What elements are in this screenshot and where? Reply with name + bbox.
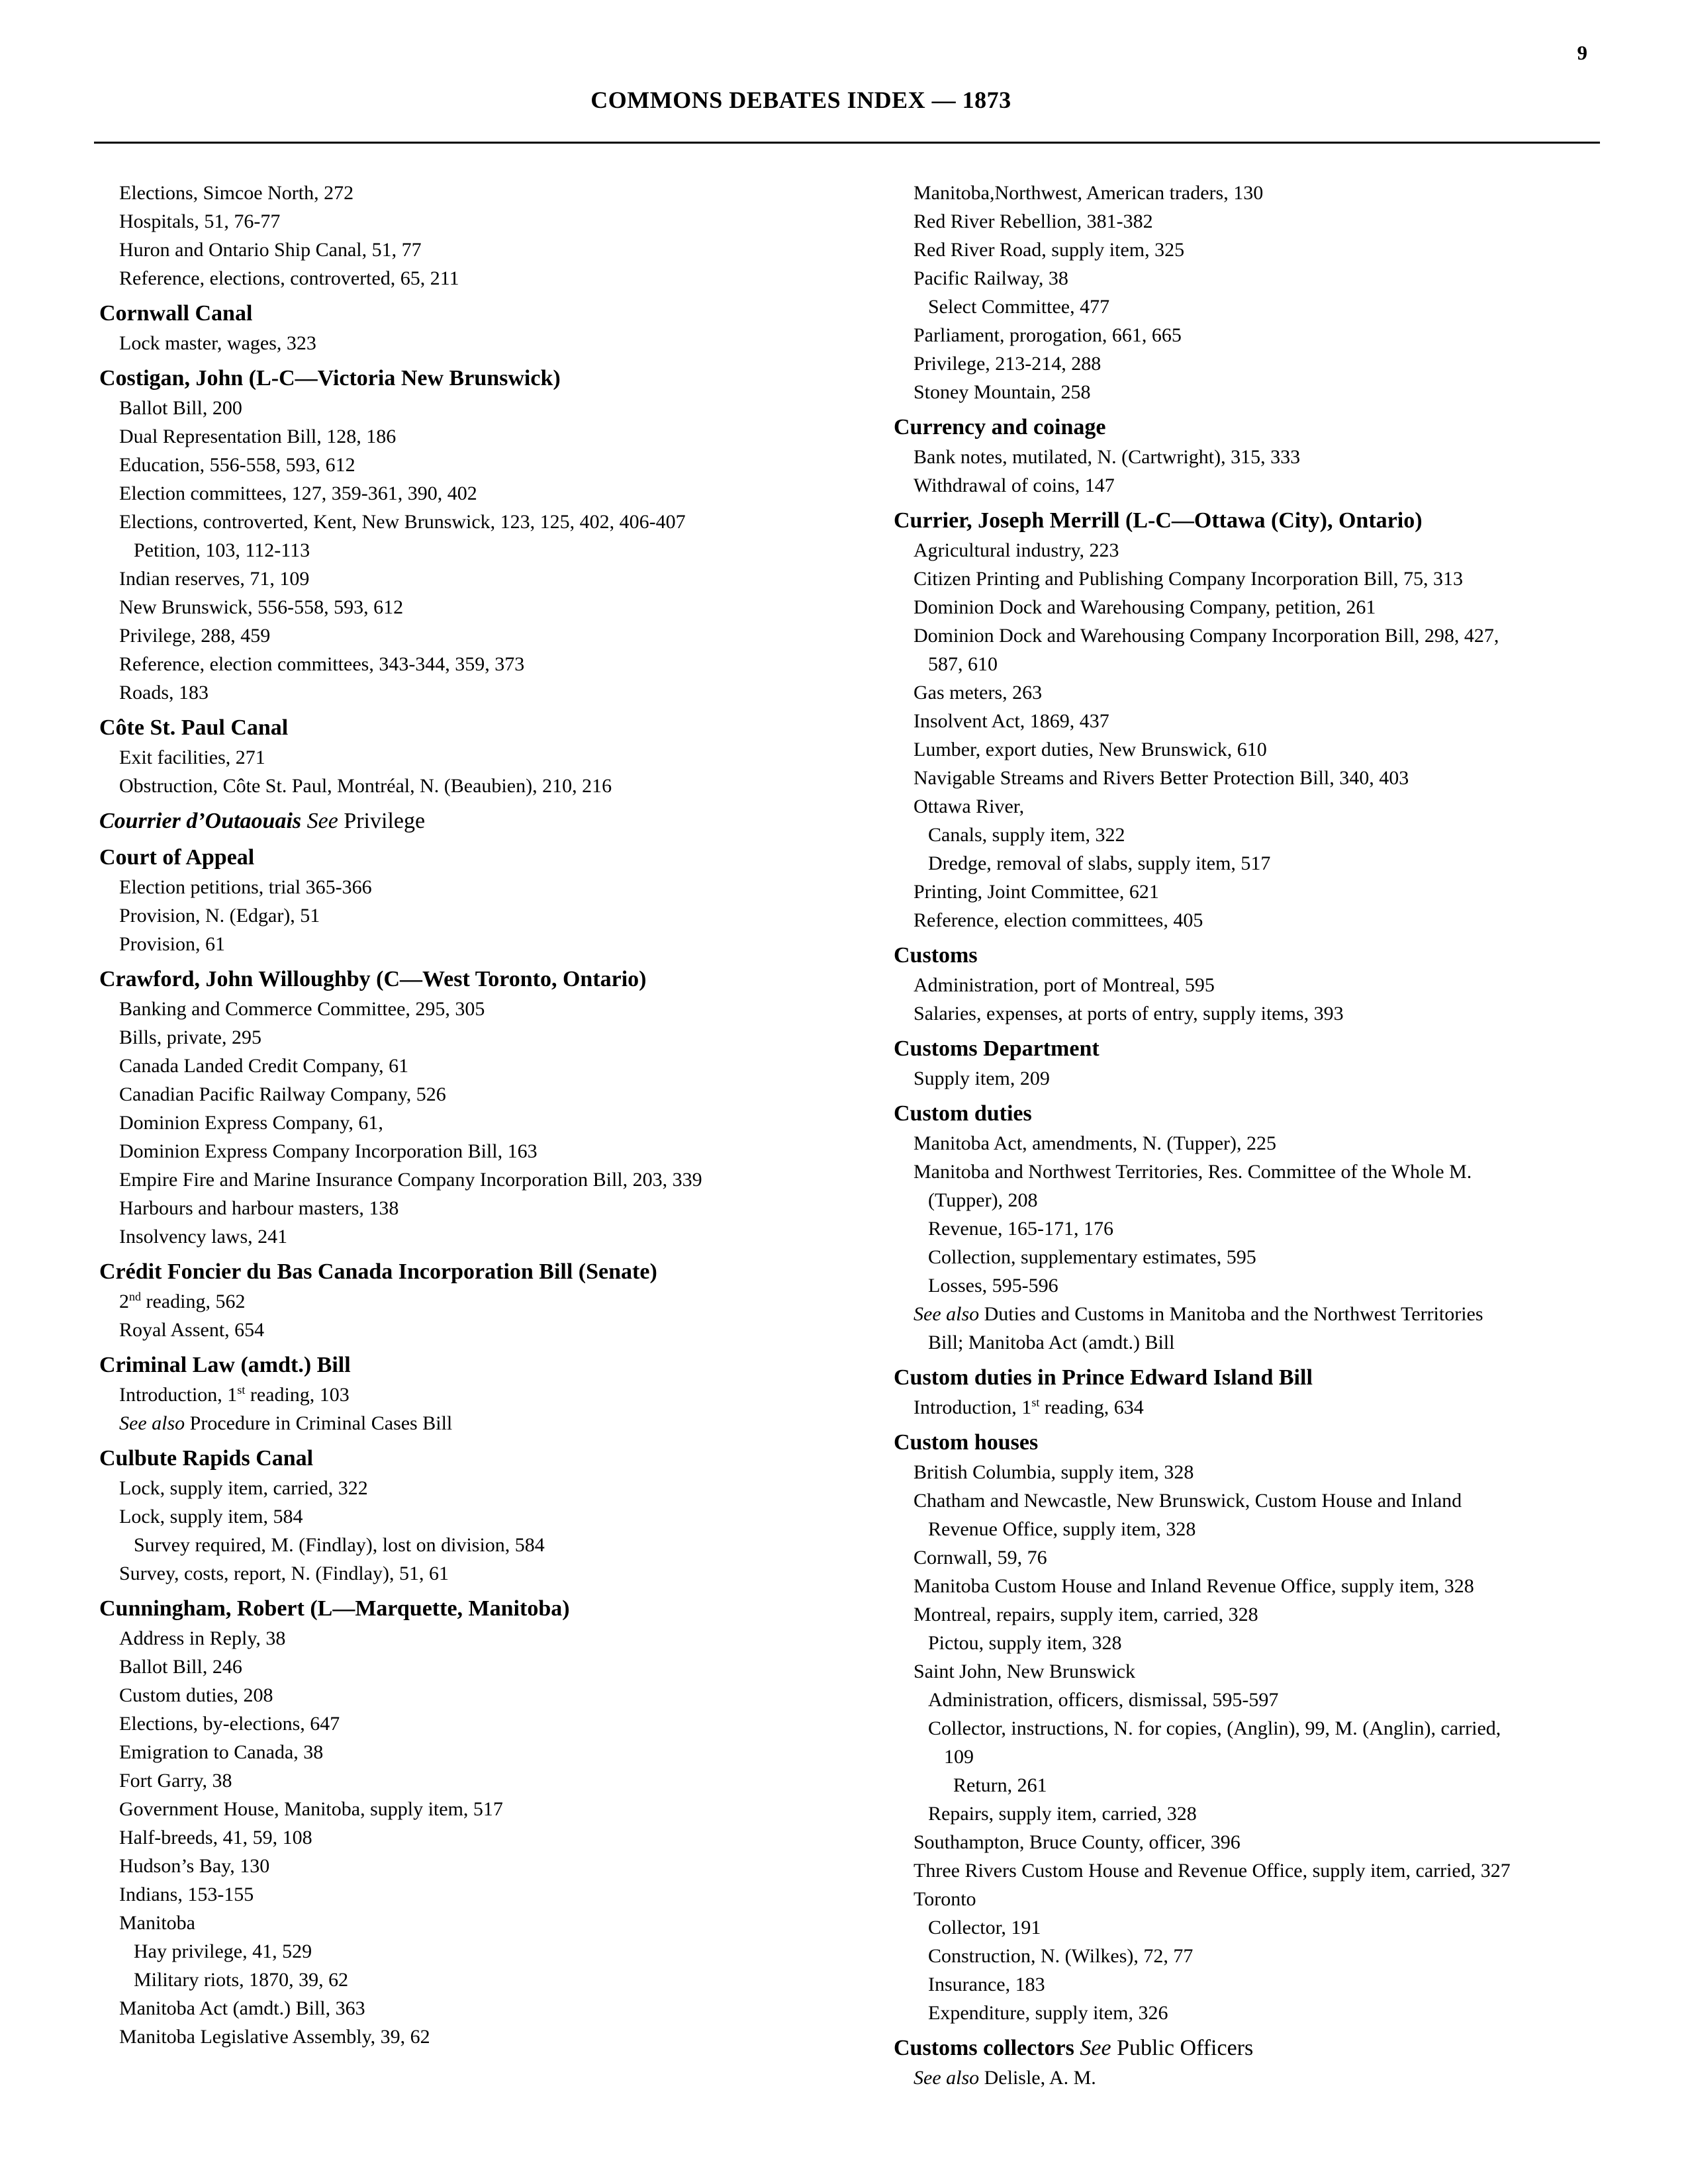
see-also-entry (894, 2064, 1648, 2092)
index-heading (894, 1033, 1648, 1064)
index-subentry-line: Salaries, expenses, at ports of entry, supply items, 393 (914, 1003, 1344, 1024)
see-also-entry (99, 1409, 854, 1437)
see-also-target: Procedure in Criminal Cases Bill (189, 1412, 453, 1434)
index-subentry-line: Exit facilities, 271 (119, 747, 265, 768)
index-subentry (894, 1999, 1648, 2027)
index-subentry (99, 1653, 854, 1681)
index-subentry-line: Ottawa River, (914, 796, 1025, 817)
index-subentry (894, 849, 1648, 878)
heading-text: Courrier d’Outaouais (99, 809, 302, 833)
index-subentry-line: Stoney Mountain, 258 (914, 381, 1091, 403)
index-subentry-line: Construction, N. (Wilkes), 72, 77 (928, 1945, 1194, 1967)
index-heading (99, 712, 854, 743)
heading-text: Customs Department (894, 1036, 1100, 1061)
heading-text: Customs (894, 943, 978, 968)
heading-text: Crédit Foncier du Bas Canada Incorporation Bill (Senate) (99, 1259, 657, 1284)
index-subentry-line: Manitoba,Northwest, American traders, 130 (914, 182, 1264, 204)
index-subentry (894, 1771, 1648, 1799)
index-subentry-line: Election committees, 127, 359-361, 390, 402 (119, 482, 477, 504)
index-heading (99, 842, 854, 873)
index-heading-line (894, 1362, 1648, 1393)
index-subentry-line: Half-breeds, 41, 59, 108 (119, 1827, 312, 1848)
index-subentry-line: Expenditure, supply item, 326 (928, 2002, 1168, 2024)
index-subentry-line: Harbours and harbour masters, 138 (119, 1197, 399, 1219)
index-subentry-line: Education, 556-558, 593, 612 (119, 454, 355, 476)
index-subentry (894, 1243, 1648, 1271)
header-rule (94, 142, 1600, 144)
index-subentry-line: Elections, Simcoe North, 272 (119, 182, 354, 204)
index-heading (894, 940, 1648, 971)
index-heading (894, 1098, 1648, 1129)
index-subentry-line: Reference, elections, controverted, 65, 211 (119, 267, 459, 289)
index-subentry-line: Gas meters, 263 (914, 682, 1043, 704)
index-subentry-line: Emigration to Canada, 38 (119, 1741, 324, 1763)
index-subentry-line: British Columbia, supply item, 328 (914, 1461, 1194, 1483)
subentry-text: reading, 562 (141, 1291, 246, 1312)
index-subentry (894, 1799, 1648, 1828)
index-subentry (99, 901, 854, 930)
index-heading (894, 412, 1648, 443)
heading-text: Cornwall Canal (99, 301, 253, 326)
index-subentry (99, 1165, 854, 1194)
index-subentry-line: Toronto (914, 1888, 976, 1910)
index-subentry-line: Address in Reply, 38 (119, 1627, 286, 1649)
index-subentry (894, 906, 1648, 934)
index-heading (99, 298, 854, 329)
index-subentry-line: Supply item, 209 (914, 1068, 1050, 1089)
index-subentry-line: Lock, supply item, carried, 322 (119, 1477, 368, 1499)
index-heading-line (99, 964, 854, 995)
index-subentry (99, 621, 854, 650)
index-subentry (99, 1381, 854, 1409)
index-subentry-line: Withdrawal of coins, 147 (914, 475, 1115, 496)
index-subentry (99, 1287, 854, 1316)
index-subentry-line: Canals, supply item, 322 (928, 824, 1125, 846)
index-subentry (99, 2023, 854, 2051)
index-subentry (894, 821, 1648, 849)
index-subentry (99, 207, 854, 236)
index-subentry-line: Collector, 191 (928, 1917, 1041, 1938)
index-subentry (99, 873, 854, 901)
index-subentry (99, 1852, 854, 1880)
ordinal-suffix: nd (129, 1290, 141, 1303)
index-subentry-line: Insolvency laws, 241 (119, 1226, 288, 1248)
index-subentry (894, 1158, 1648, 1214)
index-subentry (99, 1023, 854, 1052)
index-subentry-line: Empire Fire and Marine Insurance Company Incorporation Bill, 203, 339 (119, 1169, 702, 1191)
index-subentry-line: Manitoba Custom House and Inland Revenue Office, supply item, 328 (914, 1575, 1474, 1597)
index-subentry (894, 1913, 1648, 1942)
index-heading-line (99, 712, 854, 743)
ordinal-suffix: st (237, 1383, 246, 1396)
index-heading (894, 1362, 1648, 1393)
index-subentry (99, 650, 854, 678)
index-subentry-continuation: (Tupper), 208 (928, 1189, 1038, 1211)
index-subentry-line: Three Rivers Custom House and Revenue Office, supply item, carried, 327 (914, 1860, 1511, 1882)
index-subentry (894, 707, 1648, 735)
index-subentry-line: Hospitals, 51, 76-77 (119, 210, 281, 232)
heading-text: Custom duties in Prince Edward Island Bill (894, 1365, 1313, 1390)
subentry-text: Introduction, 1 (119, 1384, 238, 1406)
see-reference-target: Privilege (344, 809, 426, 833)
see-also-line (894, 2064, 1648, 2092)
index-subentry (99, 1559, 854, 1588)
index-subentry (894, 621, 1648, 678)
index-subentry (894, 1629, 1648, 1657)
index-subentry-line: Obstruction, Côte St. Paul, Montréal, N. (Beaubien), 210, 216 (119, 775, 612, 797)
index-subentry-line: Manitoba Act (amdt.) Bill, 363 (119, 1997, 365, 2019)
index-subentry-line: Cornwall, 59, 76 (914, 1547, 1047, 1569)
index-subentry (99, 1316, 854, 1344)
index-subentry-line: Red River Road, supply item, 325 (914, 239, 1185, 261)
index-subentry (894, 565, 1648, 593)
index-heading (99, 1256, 854, 1287)
see-also-label: See also (914, 1303, 980, 1325)
index-subentry (894, 471, 1648, 500)
index-subentry-line: Select Committee, 477 (928, 296, 1110, 318)
index-subentry-line: Chatham and Newcastle, New Brunswick, Custom House and Inland (914, 1490, 1462, 1512)
index-subentry-line: Ballot Bill, 200 (119, 397, 242, 419)
index-subentry (99, 1222, 854, 1251)
subentry-text: reading, 103 (245, 1384, 350, 1406)
page-number: 9 (1577, 41, 1587, 64)
subentry-text: 2 (119, 1291, 129, 1312)
index-subentry-line: Revenue, 165-171, 176 (928, 1218, 1113, 1240)
index-heading (894, 2032, 1648, 2064)
subentry-text: reading, 634 (1039, 1396, 1144, 1418)
index-subentry (894, 1856, 1648, 1885)
index-subentry-line: Lock master, wages, 323 (119, 332, 316, 354)
index-heading-line (99, 1593, 854, 1624)
index-subentry-line: Citizen Printing and Publishing Company Incorporation Bill, 75, 313 (914, 568, 1463, 590)
index-subentry (99, 1966, 854, 1994)
index-column-left (99, 179, 854, 2051)
index-subentry-line: Canadian Pacific Railway Company, 526 (119, 1083, 446, 1105)
index-heading (99, 964, 854, 995)
ordinal-suffix: st (1031, 1396, 1040, 1409)
index-subentry-line: Hay privilege, 41, 529 (134, 1940, 312, 1962)
index-heading-line (99, 363, 854, 394)
index-subentry-line: Administration, port of Montreal, 595 (914, 974, 1215, 996)
index-subentry (99, 593, 854, 621)
index-subentry-line: Government House, Manitoba, supply item, 517 (119, 1798, 503, 1820)
heading-text: Court of Appeal (99, 845, 255, 870)
index-subentry-line: Dominion Express Company Incorporation Bill, 163 (119, 1140, 538, 1162)
index-subentry-line: Manitoba Legislative Assembly, 39, 62 (119, 2026, 430, 2048)
index-subentry-line: Navigable Streams and Rivers Better Protection Bill, 340, 403 (914, 767, 1409, 789)
index-subentry (99, 1080, 854, 1109)
index-column-right (894, 179, 1648, 2092)
index-subentry (894, 378, 1648, 406)
index-heading (99, 1593, 854, 1624)
index-subentry-line: Manitoba Act, amendments, N. (Tupper), 225 (914, 1132, 1276, 1154)
see-also-line (99, 1409, 854, 1437)
index-subentry (99, 1681, 854, 1709)
index-heading-line (894, 1033, 1648, 1064)
index-subentry (99, 1137, 854, 1165)
index-subentry-continuation: 109 (944, 1746, 974, 1768)
index-subentry-line: Administration, officers, dismissal, 595-597 (928, 1689, 1279, 1711)
index-subentry (894, 1885, 1648, 1913)
index-subentry-line: Huron and Ontario Ship Canal, 51, 77 (119, 239, 422, 261)
index-subentry (99, 995, 854, 1023)
index-subentry-line: Reference, election committees, 405 (914, 909, 1203, 931)
see-also-entry (894, 1300, 1648, 1357)
index-subentry-line: Southampton, Bruce County, officer, 396 (914, 1831, 1241, 1853)
index-subentry-line: Bills, private, 295 (119, 1026, 261, 1048)
index-subentry (99, 678, 854, 707)
see-also-label: See also (914, 2067, 980, 2089)
index-subentry-line (99, 1381, 854, 1409)
index-subentry (894, 878, 1648, 906)
index-subentry (99, 1823, 854, 1852)
index-subentry-line: Petition, 103, 112-113 (134, 539, 310, 561)
index-subentry (99, 422, 854, 451)
index-subentry-line: Custom duties, 208 (119, 1684, 273, 1706)
see-also-target: Delisle, A. M. (984, 2067, 1096, 2089)
index-subentry (894, 293, 1648, 321)
index-subentry (894, 1129, 1648, 1158)
index-subentry (99, 772, 854, 800)
index-heading (894, 1427, 1648, 1458)
index-heading (99, 1443, 854, 1474)
index-subentry-line: Lock, supply item, 584 (119, 1506, 303, 1527)
index-subentry (894, 1214, 1648, 1243)
index-subentry (894, 1970, 1648, 1999)
index-subentry-line: Survey, costs, report, N. (Findlay), 51, 61 (119, 1563, 449, 1584)
index-subentry-line: Fort Garry, 38 (119, 1770, 232, 1792)
index-subentry-line: Manitoba and Northwest Territories, Res. Committee of the Whole M. (914, 1161, 1472, 1183)
index-subentry-line: Dominion Dock and Warehousing Company, petition, 261 (914, 596, 1376, 618)
index-subentry (894, 1714, 1648, 1771)
index-heading (99, 1349, 854, 1381)
index-subentry-line: Return, 261 (953, 1774, 1047, 1796)
index-subentry (894, 1271, 1648, 1300)
heading-text: Cunningham, Robert (L—Marquette, Manitoba) (99, 1596, 570, 1621)
index-subentry (894, 443, 1648, 471)
index-subentry-line: Hudson’s Bay, 130 (119, 1855, 270, 1877)
index-subentry (99, 1709, 854, 1738)
index-subentry (99, 1994, 854, 2023)
index-subentry-line: Insolvent Act, 1869, 437 (914, 710, 1109, 732)
heading-text: Costigan, John (L-C—Victoria New Brunswick) (99, 366, 561, 390)
index-subentry (894, 1828, 1648, 1856)
index-heading-line (894, 1098, 1648, 1129)
subentry-text: Introduction, 1 (914, 1396, 1032, 1418)
index-heading-line (894, 1427, 1648, 1458)
index-subentry-line: Privilege, 213-214, 288 (914, 353, 1102, 375)
index-subentry (894, 1942, 1648, 1970)
index-subentry-continuation: Revenue Office, supply item, 328 (928, 1518, 1196, 1540)
see-also-line (894, 1300, 1648, 1328)
index-subentry (894, 1600, 1648, 1629)
index-subentry (99, 479, 854, 508)
see-also-target: Duties and Customs in Manitoba and the Northwest Territories (984, 1303, 1483, 1325)
index-subentry (894, 349, 1648, 378)
index-heading-line (894, 412, 1648, 443)
index-heading-line (894, 940, 1648, 971)
index-subentry (894, 764, 1648, 792)
see-also-continuation: Bill; Manitoba Act (amdt.) Bill (928, 1332, 1175, 1353)
index-subentry-line: Military riots, 1870, 39, 62 (134, 1969, 349, 1991)
heading-text: Criminal Law (amdt.) Bill (99, 1353, 351, 1377)
index-subentry-line: Repairs, supply item, carried, 328 (928, 1803, 1197, 1825)
index-subentry-line: Red River Rebellion, 381-382 (914, 210, 1153, 232)
see-reference-label: See (306, 809, 338, 833)
index-subentry (894, 1064, 1648, 1093)
index-subentry-line: Ballot Bill, 246 (119, 1656, 242, 1678)
index-heading-line (99, 1256, 854, 1287)
see-also-label: See also (119, 1412, 185, 1434)
index-subentry-line: Dominion Express Company, 61, (119, 1112, 383, 1134)
index-subentry (99, 930, 854, 958)
index-subentry-line: Dredge, removal of slabs, supply item, 517 (928, 852, 1271, 874)
index-subentry (99, 1880, 854, 1909)
index-subentry (99, 1738, 854, 1766)
index-subentry (99, 1766, 854, 1795)
index-subentry-line: Dual Representation Bill, 128, 186 (119, 426, 397, 447)
index-heading-line (99, 1443, 854, 1474)
index-subentry (894, 1543, 1648, 1572)
index-subentry-line: Bank notes, mutilated, N. (Cartwright), 315, 333 (914, 446, 1301, 468)
heading-text: Côte St. Paul Canal (99, 715, 289, 740)
see-reference-target: Public Officers (1117, 2036, 1254, 2060)
index-subentry (894, 536, 1648, 565)
index-subentry (894, 971, 1648, 999)
index-subentry (99, 1194, 854, 1222)
heading-text: Culbute Rapids Canal (99, 1446, 314, 1471)
index-subentry (894, 1458, 1648, 1486)
index-subentry (99, 1474, 854, 1502)
index-subentry (99, 1937, 854, 1966)
index-subentry-line: Montreal, repairs, supply item, carried, 328 (914, 1604, 1258, 1625)
index-subentry-line: Elections, controverted, Kent, New Brunswick, 123, 125, 402, 406-407 (119, 511, 686, 533)
heading-text: Customs collectors (894, 2036, 1074, 2060)
index-subentry-line: Survey required, M. (Findlay), lost on division, 584 (134, 1534, 545, 1556)
index-heading-line (99, 1349, 854, 1381)
index-subentry (99, 1909, 854, 1937)
index-subentry-line: Agricultural industry, 223 (914, 539, 1119, 561)
index-subentry (894, 1486, 1648, 1543)
index-subentry (894, 1393, 1648, 1422)
index-subentry (894, 1657, 1648, 1686)
index-subentry (894, 735, 1648, 764)
index-subentry (99, 329, 854, 357)
index-subentry-line: Privilege, 288, 459 (119, 625, 271, 647)
index-subentry (99, 1795, 854, 1823)
index-subentry-line: Royal Assent, 654 (119, 1319, 265, 1341)
index-subentry-line (99, 1287, 854, 1316)
index-subentry (99, 1502, 854, 1531)
index-subentry (894, 1572, 1648, 1600)
index-subentry-line: Indians, 153-155 (119, 1884, 254, 1905)
index-subentry (894, 179, 1648, 207)
index-subentry-line: Insurance, 183 (928, 1974, 1045, 1995)
index-subentry-line: Elections, by-elections, 647 (119, 1713, 340, 1735)
index-subentry-line: Losses, 595-596 (928, 1275, 1058, 1297)
index-subentry-line: New Brunswick, 556-558, 593, 612 (119, 596, 404, 618)
index-subentry-line: Provision, N. (Edgar), 51 (119, 905, 320, 927)
index-subentry (99, 743, 854, 772)
see-reference-label: See (1080, 2036, 1111, 2060)
index-heading (99, 363, 854, 394)
index-subentry-line: Indian reserves, 71, 109 (119, 568, 310, 590)
index-subentry-line: Pacific Railway, 38 (914, 267, 1068, 289)
page-title: COMMONS DEBATES INDEX — 1873 (590, 87, 1011, 113)
index-subentry-line: Parliament, prorogation, 661, 665 (914, 324, 1182, 346)
index-subentry (894, 792, 1648, 821)
index-subentry (99, 394, 854, 422)
index-heading (99, 805, 854, 837)
index-subentry (99, 1624, 854, 1653)
index-subentry (894, 1686, 1648, 1714)
index-subentry-line: Election petitions, trial 365-366 (119, 876, 372, 898)
index-subentry-line: Reference, election committees, 343-344, 359, 373 (119, 653, 525, 675)
index-subentry (99, 1531, 854, 1559)
index-subentry-line: Lumber, export duties, New Brunswick, 610 (914, 739, 1267, 760)
index-heading-line (99, 842, 854, 873)
heading-text: Currier, Joseph Merrill (L-C—Ottawa (City), Ontario) (894, 508, 1423, 533)
index-subentry (894, 999, 1648, 1028)
index-subentry-line: Printing, Joint Committee, 621 (914, 881, 1159, 903)
index-subentry (99, 536, 854, 565)
index-heading-line (894, 2032, 1648, 2064)
index-heading-line (99, 805, 854, 837)
index-subentry (894, 264, 1648, 293)
index-subentry (894, 207, 1648, 236)
index-subentry (894, 321, 1648, 349)
index-subentry (99, 508, 854, 536)
index-subentry-line: Dominion Dock and Warehousing Company Incorporation Bill, 298, 427, (914, 625, 1499, 647)
index-subentry (99, 264, 854, 293)
index-subentry (894, 678, 1648, 707)
index-heading (894, 505, 1648, 536)
index-subentry-line: Manitoba (119, 1912, 195, 1934)
heading-text: Custom duties (894, 1101, 1032, 1126)
index-subentry (99, 565, 854, 593)
index-subentry (99, 1109, 854, 1137)
index-subentry-line: Collection, supplementary estimates, 595 (928, 1246, 1256, 1268)
heading-text: Custom houses (894, 1430, 1039, 1455)
index-subentry-line: Saint John, New Brunswick (914, 1661, 1135, 1682)
index-heading-line (894, 505, 1648, 536)
index-subentry-line: Collector, instructions, N. for copies, (Anglin), 99, M. (Anglin), carried, (928, 1717, 1501, 1739)
index-subentry (894, 236, 1648, 264)
index-subentry-line (894, 1393, 1648, 1422)
index-subentry-line: Banking and Commerce Committee, 295, 305 (119, 998, 485, 1020)
index-heading-line (99, 298, 854, 329)
index-subentry-line: Canada Landed Credit Company, 61 (119, 1055, 409, 1077)
index-subentry-line: Provision, 61 (119, 933, 226, 955)
index-subentry-continuation: 587, 610 (928, 653, 998, 675)
index-subentry (894, 593, 1648, 621)
index-subentry-line: Pictou, supply item, 328 (928, 1632, 1122, 1654)
index-subentry (99, 451, 854, 479)
index-subentry (99, 236, 854, 264)
index-subentry-line: Roads, 183 (119, 682, 209, 704)
heading-text: Currency and coinage (894, 415, 1106, 439)
heading-text: Crawford, John Willoughby (C—West Toronto, Ontario) (99, 967, 647, 991)
index-subentry (99, 179, 854, 207)
index-subentry (99, 1052, 854, 1080)
